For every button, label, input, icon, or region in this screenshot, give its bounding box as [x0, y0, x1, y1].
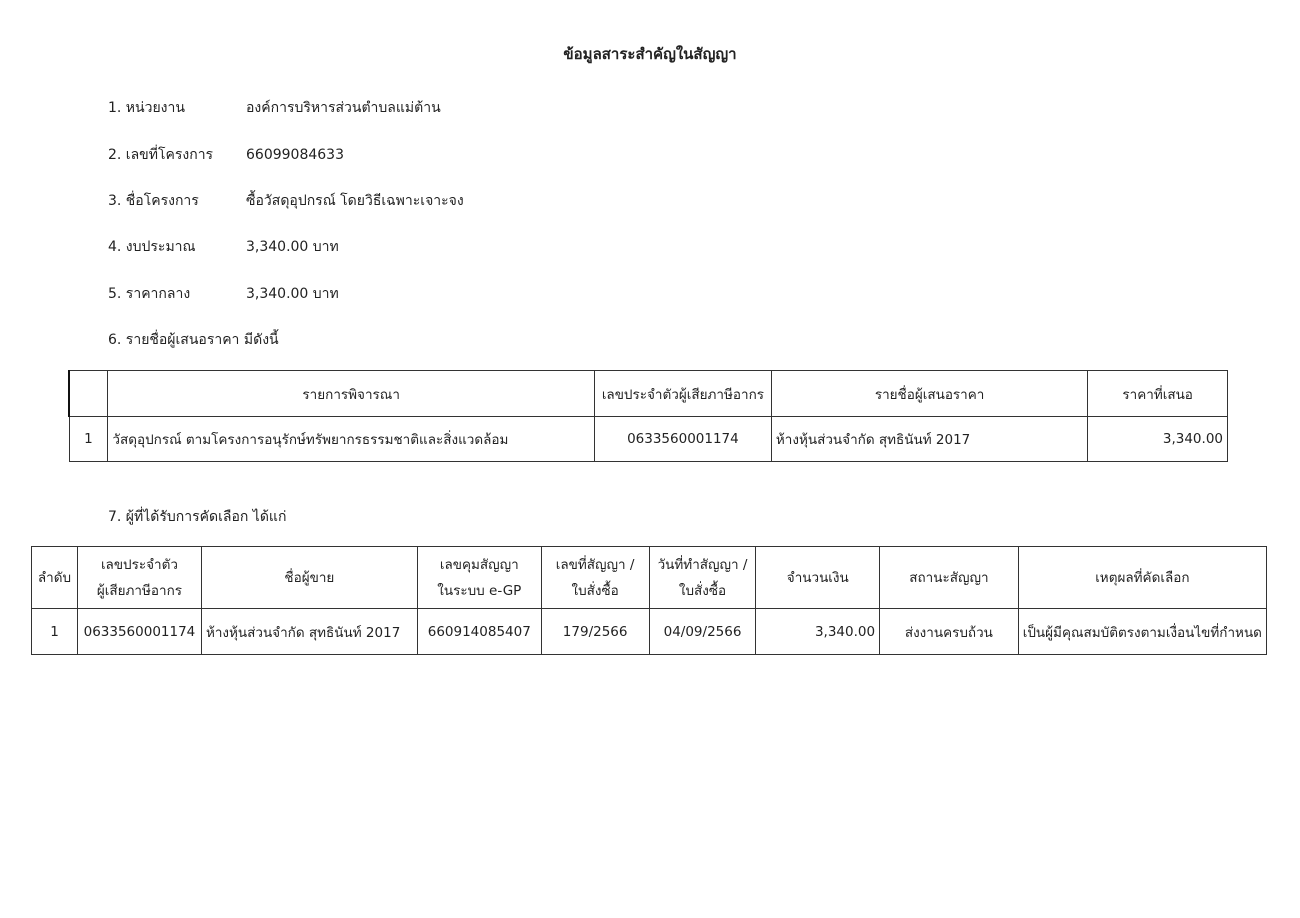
section-bidders-heading: 6. รายชื่อผู้เสนอราคา มีดังนี้: [108, 332, 279, 348]
cell-contract-number: 179/2566: [541, 609, 649, 655]
info-value: 3,340.00 บาท: [246, 286, 339, 302]
cell-no: 1: [69, 417, 108, 462]
header-cell: สถานะสัญญา: [880, 547, 1019, 609]
header-line: เลขคุมสัญญา: [439, 556, 519, 573]
cell-price: 3,340.00: [1088, 417, 1228, 462]
header-line: ในระบบ e-GP: [437, 582, 522, 599]
info-value: 66099084633: [246, 147, 344, 163]
header-cell: รายชื่อผู้เสนอราคา: [771, 371, 1087, 417]
info-project-number: [108, 144, 344, 166]
bidders-table: [68, 370, 1228, 462]
header-cell: [541, 547, 649, 609]
header-line: วันที่ทำสัญญา /: [657, 556, 748, 573]
header-cell: เหตุผลที่คัดเลือก: [1018, 547, 1266, 609]
table-header-row: [32, 547, 1267, 609]
cell-contract-date: 04/09/2566: [649, 609, 756, 655]
cell-bidder: ห้างหุ้นส่วนจำกัด สุทธินันท์ 2017: [771, 417, 1087, 462]
header-cell: ชื่อผู้ขาย: [201, 547, 417, 609]
info-agency: [108, 97, 441, 119]
cell-reason: เป็นผู้มีคุณสมบัติตรงตามเงื่อนไขที่กำหนด: [1018, 609, 1266, 655]
header-cell: [649, 547, 756, 609]
info-label: 1. หน่วยงาน: [108, 100, 185, 116]
cell-egp-number: 660914085407: [417, 609, 541, 655]
info-median-price: [108, 283, 339, 305]
header-cell: [417, 547, 541, 609]
table-row: [32, 609, 1267, 655]
info-value: ซื้อวัสดุอุปกรณ์ โดยวิธีเฉพาะเจาะจง: [246, 193, 464, 209]
cell-no: 1: [32, 609, 78, 655]
cell-seller: ห้างหุ้นส่วนจำกัด สุทธินันท์ 2017: [201, 609, 417, 655]
header-cell: [69, 371, 108, 417]
info-value: องค์การบริหารส่วนตำบลแม่ต้าน: [246, 100, 441, 116]
table-row: [69, 417, 1228, 462]
header-line: เลขประจำตัว: [100, 556, 178, 573]
info-label: 2. เลขที่โครงการ: [108, 147, 214, 163]
cell-amount: 3,340.00: [756, 609, 880, 655]
header-cell: จำนวนเงิน: [756, 547, 880, 609]
info-label: 5. ราคากลาง: [108, 286, 191, 302]
document-title: ข้อมูลสาระสำคัญในสัญญา: [563, 45, 737, 63]
header-line: ผู้เสียภาษีอากร: [96, 582, 183, 599]
cell-taxid: 0633560001174: [77, 609, 201, 655]
info-budget: [108, 236, 339, 258]
section-selected-heading: 7. ผู้ที่ได้รับการคัดเลือก ได้แก่: [108, 509, 287, 525]
header-line: ใบสั่งซื้อ: [678, 582, 727, 599]
header-cell: เลขประจำตัวผู้เสียภาษีอากร: [594, 371, 771, 417]
header-line: ใบสั่งซื้อ: [571, 582, 619, 599]
header-line: เลขที่สัญญา /: [555, 556, 635, 573]
header-cell: ราคาที่เสนอ: [1088, 371, 1228, 417]
cell-status: ส่งงานครบถ้วน: [880, 609, 1019, 655]
header-cell: รายการพิจารณา: [108, 371, 595, 417]
info-project-name: [108, 190, 464, 212]
cell-item: วัสดุอุปกรณ์ ตามโครงการอนุรักษ์ทรัพยากรธรรมชาติและสิ่งแวดล้อม: [108, 417, 595, 462]
info-label: 4. งบประมาณ: [108, 239, 196, 255]
table-header-row: [69, 371, 1228, 417]
info-label: 3. ชื่อโครงการ: [108, 193, 199, 209]
cell-taxid: 0633560001174: [594, 417, 771, 462]
header-cell: [77, 547, 201, 609]
info-value: 3,340.00 บาท: [246, 239, 339, 255]
selected-table: [31, 546, 1267, 655]
header-cell: ลำดับ: [32, 547, 78, 609]
